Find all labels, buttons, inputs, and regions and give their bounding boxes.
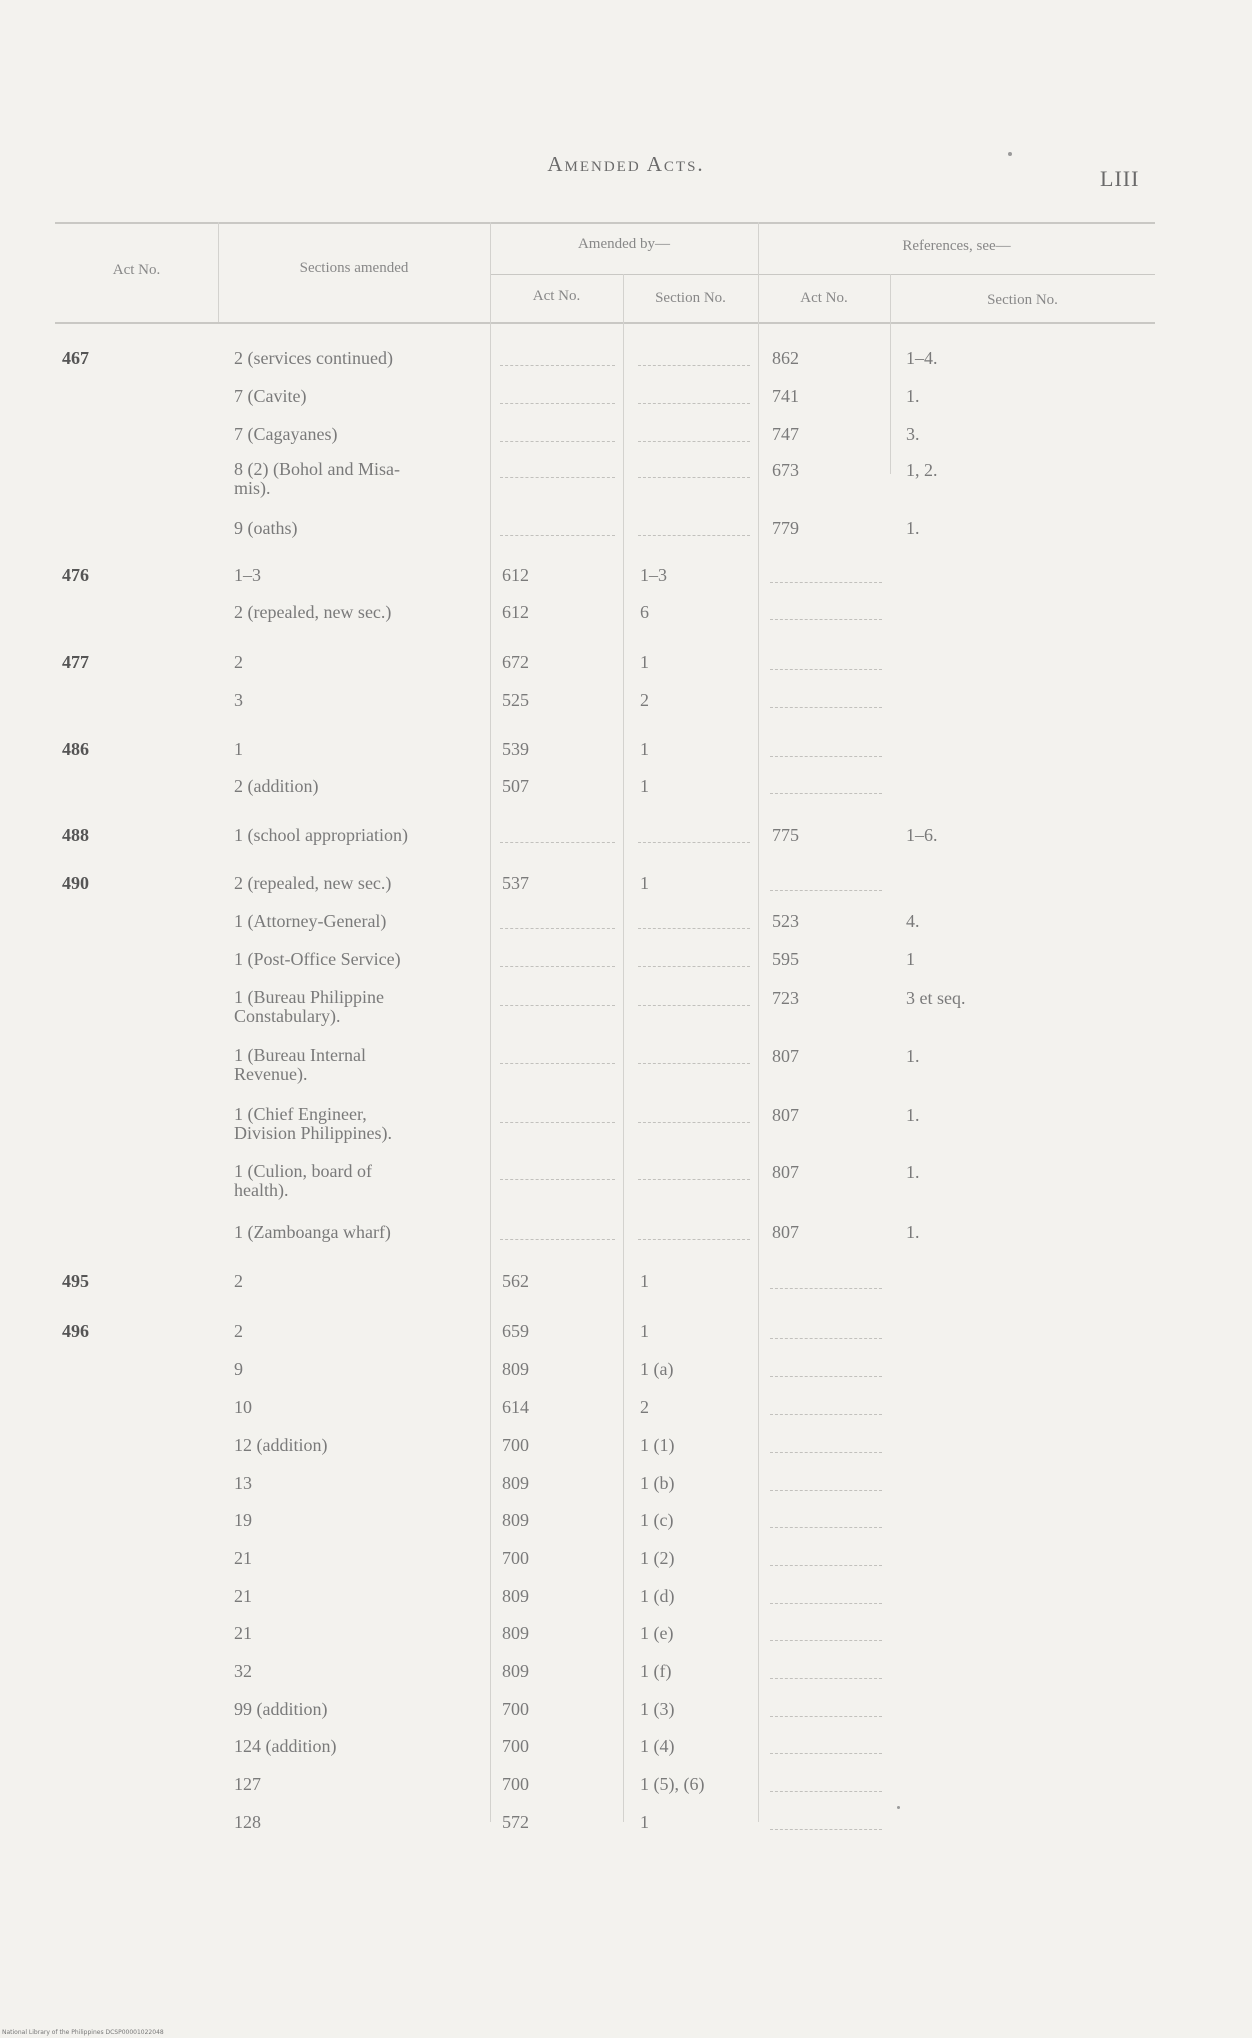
leader-line — [500, 1178, 615, 1180]
leader-line — [500, 402, 615, 404]
cell-am-act: 659 — [502, 1321, 529, 1341]
leader-line — [638, 534, 750, 536]
leader-line — [770, 706, 882, 708]
leader-line — [770, 1677, 882, 1679]
cell-section: 124 (addition) — [234, 1736, 337, 1756]
leader-line — [500, 364, 615, 366]
cell-am-sec: 1 (5), (6) — [640, 1774, 705, 1794]
cell-am-act: 700 — [502, 1435, 529, 1455]
cell-act: 476 — [62, 565, 89, 585]
header-sections-amended: Sections amended — [299, 260, 409, 276]
cell-ref-sec: 1–4. — [906, 348, 938, 368]
cell-section: 1 (Attorney-General) — [234, 911, 387, 931]
cell-am-sec: 1–3 — [640, 565, 667, 585]
cell-ref-act: 807 — [772, 1046, 799, 1066]
cell-section: 21 — [234, 1623, 252, 1643]
cell-am-act: 672 — [502, 652, 529, 672]
cell-section: 2 (repealed, new sec.) — [234, 873, 392, 893]
leader-line — [770, 1639, 882, 1641]
cell-am-act: 572 — [502, 1812, 529, 1832]
leader-line — [770, 1451, 882, 1453]
cell-ref-act: 595 — [772, 949, 799, 969]
cell-ref-act: 723 — [772, 988, 799, 1008]
cell-ref-sec: 1. — [906, 518, 920, 538]
cell-section: 1 (school appropriation) — [234, 825, 408, 845]
cell-section: 1–3 — [234, 565, 261, 585]
cell-act: 486 — [62, 739, 89, 759]
cell-am-act: 507 — [502, 776, 529, 796]
header-amended-section-no: Section No. — [655, 290, 726, 306]
leader-line — [500, 1062, 615, 1064]
cell-am-act: 809 — [502, 1510, 529, 1530]
cell-section: 2 (addition) — [234, 776, 319, 796]
leader-line — [770, 581, 882, 583]
leader-line — [500, 841, 615, 843]
leader-line — [500, 927, 615, 929]
cell-am-act: 809 — [502, 1586, 529, 1606]
leader-line — [500, 1238, 615, 1240]
header-rule-sub — [490, 274, 1155, 275]
cell-section: 1 (Zamboanga wharf) — [234, 1222, 391, 1242]
cell-am-act: 809 — [502, 1623, 529, 1643]
cell-am-sec: 1 — [640, 1271, 649, 1291]
cell-am-act: 700 — [502, 1774, 529, 1794]
cell-act: 495 — [62, 1271, 89, 1291]
cell-ref-sec: 1. — [906, 1046, 920, 1066]
leader-line — [770, 1715, 882, 1717]
cell-act: 496 — [62, 1321, 89, 1341]
leader-line — [770, 1287, 882, 1289]
header-ref-act-no: Act No. — [800, 290, 848, 306]
leader-line — [770, 1752, 882, 1754]
cell-section: 8 (2) (Bohol and Misa-mis). — [234, 459, 400, 498]
cell-ref-sec: 1, 2. — [906, 460, 938, 480]
column-divider-4 — [758, 222, 759, 1822]
cell-am-sec: 1 (1) — [640, 1435, 675, 1455]
cell-section: 3 — [234, 690, 243, 710]
cell-section: 7 (Cagayanes) — [234, 424, 338, 444]
cell-am-sec: 1 (f) — [640, 1661, 672, 1681]
leader-line — [770, 1489, 882, 1491]
cell-am-sec: 1 (a) — [640, 1359, 674, 1379]
cell-section: 10 — [234, 1397, 252, 1417]
leader-line — [770, 618, 882, 620]
cell-ref-sec: 1 — [906, 949, 915, 969]
cell-am-act: 700 — [502, 1699, 529, 1719]
cell-am-sec: 1 — [640, 873, 649, 893]
cell-ref-act: 747 — [772, 424, 799, 444]
cell-section: 2 — [234, 1321, 243, 1341]
cell-am-sec: 1 — [640, 739, 649, 759]
leader-line — [770, 792, 882, 794]
cell-act: 488 — [62, 825, 89, 845]
speck — [897, 1806, 900, 1809]
page-number: LIII — [1100, 166, 1140, 191]
cell-ref-sec: 3 et seq. — [906, 988, 966, 1008]
leader-line — [770, 1375, 882, 1377]
cell-ref-sec: 4. — [906, 911, 920, 931]
leader-line — [638, 1121, 750, 1123]
header-amended-act-no: Act No. — [532, 288, 581, 304]
cell-section: 1 (Post-Office Service) — [234, 949, 401, 969]
cell-am-sec: 1 — [640, 776, 649, 796]
cell-am-act: 539 — [502, 739, 529, 759]
leader-line — [770, 1602, 882, 1604]
cell-section: 1 (Chief Engineer, Division Philippines). — [234, 1104, 393, 1143]
leader-line — [770, 1337, 882, 1339]
leader-line — [638, 1062, 750, 1064]
cell-am-act: 809 — [502, 1473, 529, 1493]
cell-am-sec: 2 — [640, 1397, 649, 1417]
leader-line — [638, 1238, 750, 1240]
leader-line — [770, 668, 882, 670]
cell-act: 490 — [62, 873, 89, 893]
leader-line — [638, 1178, 750, 1180]
cell-section: 2 — [234, 652, 243, 672]
leader-line — [638, 965, 750, 967]
cell-am-sec: 1 (4) — [640, 1736, 675, 1756]
cell-am-sec: 6 — [640, 602, 649, 622]
cell-section: 9 (oaths) — [234, 518, 298, 538]
cell-act: 467 — [62, 348, 89, 368]
cell-am-act: 562 — [502, 1271, 529, 1291]
cell-am-sec: 1 — [640, 1321, 649, 1341]
leader-line — [638, 364, 750, 366]
header-references: References, see— — [902, 238, 1011, 254]
leader-line — [638, 927, 750, 929]
cell-am-sec: 1 (c) — [640, 1510, 674, 1530]
cell-ref-act: 775 — [772, 825, 799, 845]
cell-am-act: 525 — [502, 690, 529, 710]
header-act-no: Act No. — [112, 262, 161, 278]
cell-am-sec: 1 — [640, 652, 649, 672]
cell-am-sec: 2 — [640, 690, 649, 710]
leader-line — [500, 534, 615, 536]
leader-line — [500, 965, 615, 967]
leader-line — [638, 476, 750, 478]
cell-ref-act: 523 — [772, 911, 799, 931]
cell-ref-act: 807 — [772, 1222, 799, 1242]
cell-section: 1 — [234, 739, 243, 759]
cell-section: 2 (services continued) — [234, 348, 393, 368]
cell-ref-sec: 3. — [906, 424, 920, 444]
cell-ref-act: 807 — [772, 1162, 799, 1182]
cell-am-act: 700 — [502, 1736, 529, 1756]
column-divider-2 — [490, 222, 491, 1822]
footer-credit: National Library of the Philippines DCSP00001022048 — [2, 2029, 164, 2036]
leader-line — [770, 1564, 882, 1566]
cell-am-act: 614 — [502, 1397, 529, 1417]
leader-line — [500, 440, 615, 442]
cell-section: 128 — [234, 1812, 261, 1832]
header-bottom-rule — [55, 322, 1155, 324]
cell-am-act: 612 — [502, 565, 529, 585]
cell-am-act: 809 — [502, 1359, 529, 1379]
speck — [1008, 152, 1012, 156]
leader-line — [770, 1526, 882, 1528]
cell-section: 32 — [234, 1661, 252, 1681]
cell-ref-sec: 1. — [906, 1162, 920, 1182]
leader-line — [770, 755, 882, 757]
cell-section: 127 — [234, 1774, 261, 1794]
leader-line — [770, 1413, 882, 1415]
running-title: Amended Acts. — [547, 152, 705, 176]
cell-act: 477 — [62, 652, 89, 672]
cell-section: 1 (Bureau Philippine Constabulary). — [234, 987, 384, 1026]
cell-am-sec: 1 (b) — [640, 1473, 675, 1493]
cell-section: 1 (Bureau Internal Revenue). — [234, 1045, 366, 1084]
cell-am-sec: 1 (d) — [640, 1586, 675, 1606]
leader-line — [500, 476, 615, 478]
cell-section: 1 (Culion, board of health). — [234, 1161, 372, 1200]
cell-am-sec: 1 (3) — [640, 1699, 675, 1719]
leader-line — [500, 1121, 615, 1123]
cell-am-act: 809 — [502, 1661, 529, 1681]
cell-ref-act: 741 — [772, 386, 799, 406]
leader-line — [638, 402, 750, 404]
cell-am-act: 537 — [502, 873, 529, 893]
leader-line — [638, 1004, 750, 1006]
cell-ref-sec: 1. — [906, 1105, 920, 1125]
cell-am-sec: 1 (2) — [640, 1548, 675, 1568]
leader-line — [638, 841, 750, 843]
cell-ref-sec: 1. — [906, 1222, 920, 1242]
cell-section: 13 — [234, 1473, 252, 1493]
cell-section: 9 — [234, 1359, 243, 1379]
cell-am-act: 700 — [502, 1548, 529, 1568]
cell-section: 19 — [234, 1510, 252, 1530]
leader-line — [500, 1004, 615, 1006]
cell-ref-sec: 1–6. — [906, 825, 938, 845]
leader-line — [770, 889, 882, 891]
leader-line — [770, 1790, 882, 1792]
cell-section: 99 (addition) — [234, 1699, 328, 1719]
cell-section: 2 — [234, 1271, 243, 1291]
cell-section: 7 (Cavite) — [234, 386, 307, 406]
cell-ref-sec: 1. — [906, 386, 920, 406]
header-amended-by: Amended by— — [577, 236, 671, 252]
cell-ref-act: 673 — [772, 460, 799, 480]
leader-line — [770, 1828, 882, 1830]
cell-section: 12 (addition) — [234, 1435, 328, 1455]
table-top-rule — [55, 222, 1155, 224]
cell-am-sec: 1 — [640, 1812, 649, 1832]
cell-section: 21 — [234, 1586, 252, 1606]
cell-ref-act: 862 — [772, 348, 799, 368]
column-divider-3 — [623, 274, 624, 1822]
cell-am-sec: 1 (e) — [640, 1623, 674, 1643]
cell-section: 21 — [234, 1548, 252, 1568]
cell-ref-act: 779 — [772, 518, 799, 538]
cell-ref-act: 807 — [772, 1105, 799, 1125]
header-ref-section-no: Section No. — [987, 292, 1058, 308]
leader-line — [638, 440, 750, 442]
cell-section: 2 (repealed, new sec.) — [234, 602, 392, 622]
cell-am-act: 612 — [502, 602, 529, 622]
